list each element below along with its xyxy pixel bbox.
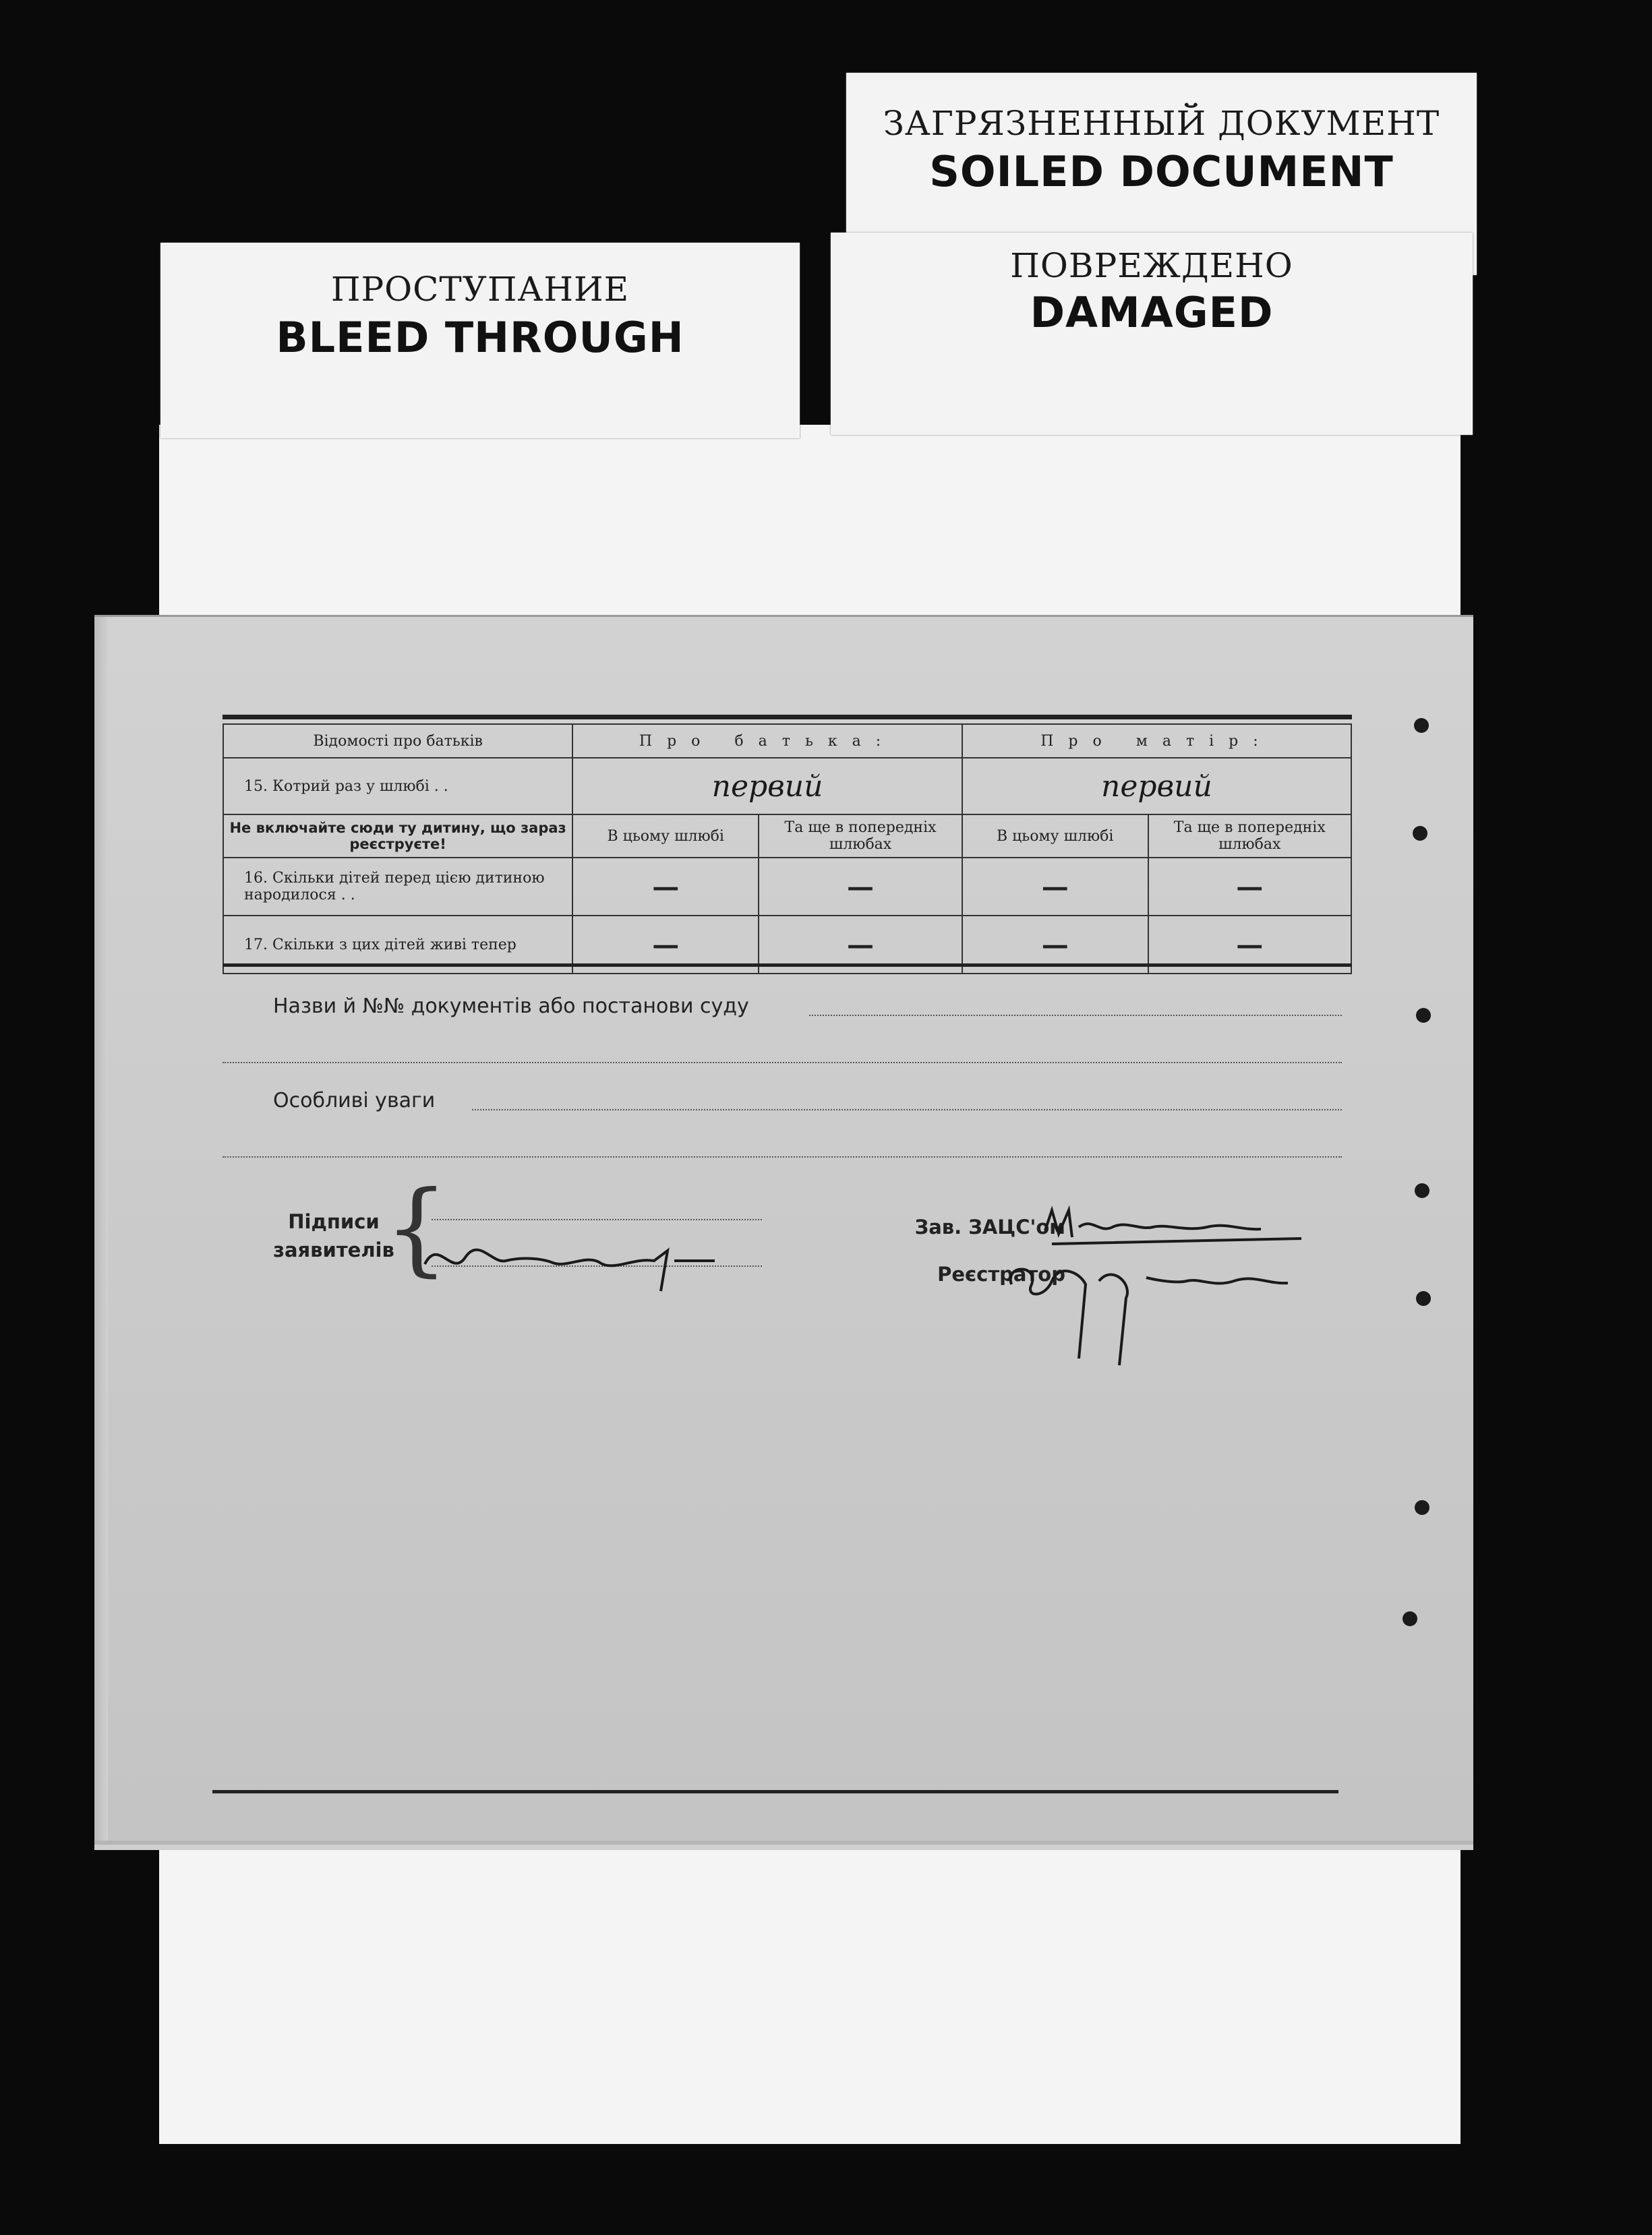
parents-table bbox=[223, 723, 1352, 974]
table-header-row bbox=[223, 724, 1351, 758]
row17-cell: — bbox=[759, 916, 962, 974]
row17-cell: — bbox=[1148, 916, 1351, 974]
notes-field-line bbox=[472, 1109, 1342, 1110]
documents-field-label: Назви й №№ документів або постанови суду bbox=[273, 994, 749, 1018]
table-bottom-rule bbox=[223, 963, 1352, 967]
punch-hole bbox=[1416, 1291, 1431, 1306]
row17-cell: — bbox=[962, 916, 1148, 974]
form-page bbox=[94, 615, 1473, 1841]
applicants-signatures-label bbox=[273, 1210, 394, 1261]
documents-field-line bbox=[809, 1015, 1342, 1016]
subheader-prev-marriages-mother: Та ще в попередніх шлюбах bbox=[1148, 814, 1351, 858]
table-row bbox=[223, 858, 1351, 916]
notes-field-line-2 bbox=[223, 1156, 1342, 1158]
header-father: Про батька: bbox=[572, 724, 962, 758]
damaged-label-ru: ПОВРЕЖДЕНО bbox=[1010, 246, 1293, 285]
row15-label: 15. Котрий раз у шлюбі . . bbox=[223, 758, 572, 814]
row17-label: 17. Скільки з цих дітей живі тепер bbox=[223, 916, 572, 974]
page-fold bbox=[94, 617, 108, 1841]
subheader-this-marriage-father: В цьому шлюбі bbox=[572, 814, 759, 858]
exclusion-note: Не включайте сюди ту дитину, що зараз реєструєте! bbox=[223, 814, 572, 858]
documents-field-line-2 bbox=[223, 1062, 1342, 1063]
row16-label: 16. Скільки дітей перед цією дитиною народилося . . bbox=[223, 858, 572, 916]
applicant-signature-line-1 bbox=[432, 1219, 762, 1220]
applicants-label-line-2: заявителів bbox=[273, 1239, 394, 1261]
notes-field-label: Особливі уваги bbox=[273, 1089, 436, 1112]
header-parents-info: Відомості про батьків bbox=[223, 724, 572, 758]
damaged-card bbox=[831, 233, 1473, 435]
punch-hole bbox=[1415, 1183, 1429, 1198]
punch-hole bbox=[1416, 1008, 1431, 1023]
applicants-label-line-1: Підписи bbox=[288, 1210, 380, 1233]
bleed-through-card bbox=[160, 243, 800, 438]
subheader-this-marriage-mother: В цьому шлюбі bbox=[962, 814, 1148, 858]
brace-icon: { bbox=[384, 1170, 449, 1287]
applicant-signature-scribble bbox=[411, 1224, 775, 1298]
row15-father-value: первий bbox=[572, 758, 962, 814]
row16-cell: — bbox=[1148, 858, 1351, 916]
damaged-label-en: DAMAGED bbox=[1030, 288, 1274, 337]
table-top-rule bbox=[223, 715, 1352, 719]
table-subheader-row bbox=[223, 814, 1351, 858]
subheader-prev-marriages-father: Та ще в попередніх шлюбах bbox=[759, 814, 962, 858]
bleed-label-en: BLEED THROUGH bbox=[276, 313, 684, 362]
row15-mother-value: первий bbox=[962, 758, 1351, 814]
page-bottom-rule bbox=[212, 1790, 1338, 1793]
punch-hole bbox=[1415, 1500, 1429, 1515]
row17-cell: — bbox=[572, 916, 759, 974]
soiled-label-en: SOILED DOCUMENT bbox=[929, 147, 1394, 196]
header-mother: Про матір: bbox=[962, 724, 1351, 758]
registrar-label: Реєстратор bbox=[937, 1263, 1065, 1286]
table-row bbox=[223, 758, 1351, 814]
registrar-signature-scribble bbox=[998, 1244, 1349, 1379]
row16-cell: — bbox=[962, 858, 1148, 916]
row16-cell: — bbox=[572, 858, 759, 916]
punch-hole bbox=[1413, 826, 1427, 841]
head-zags-label: Зав. ЗАЦС'ом bbox=[914, 1216, 1065, 1239]
punch-hole bbox=[1403, 1611, 1417, 1626]
row16-cell: — bbox=[759, 858, 962, 916]
bleed-label-ru: ПРОСТУПАНИЕ bbox=[330, 270, 630, 309]
soiled-label-ru: ЗАГРЯЗНЕННЫЙ ДОКУМЕНТ bbox=[883, 104, 1440, 143]
punch-hole bbox=[1414, 718, 1429, 733]
